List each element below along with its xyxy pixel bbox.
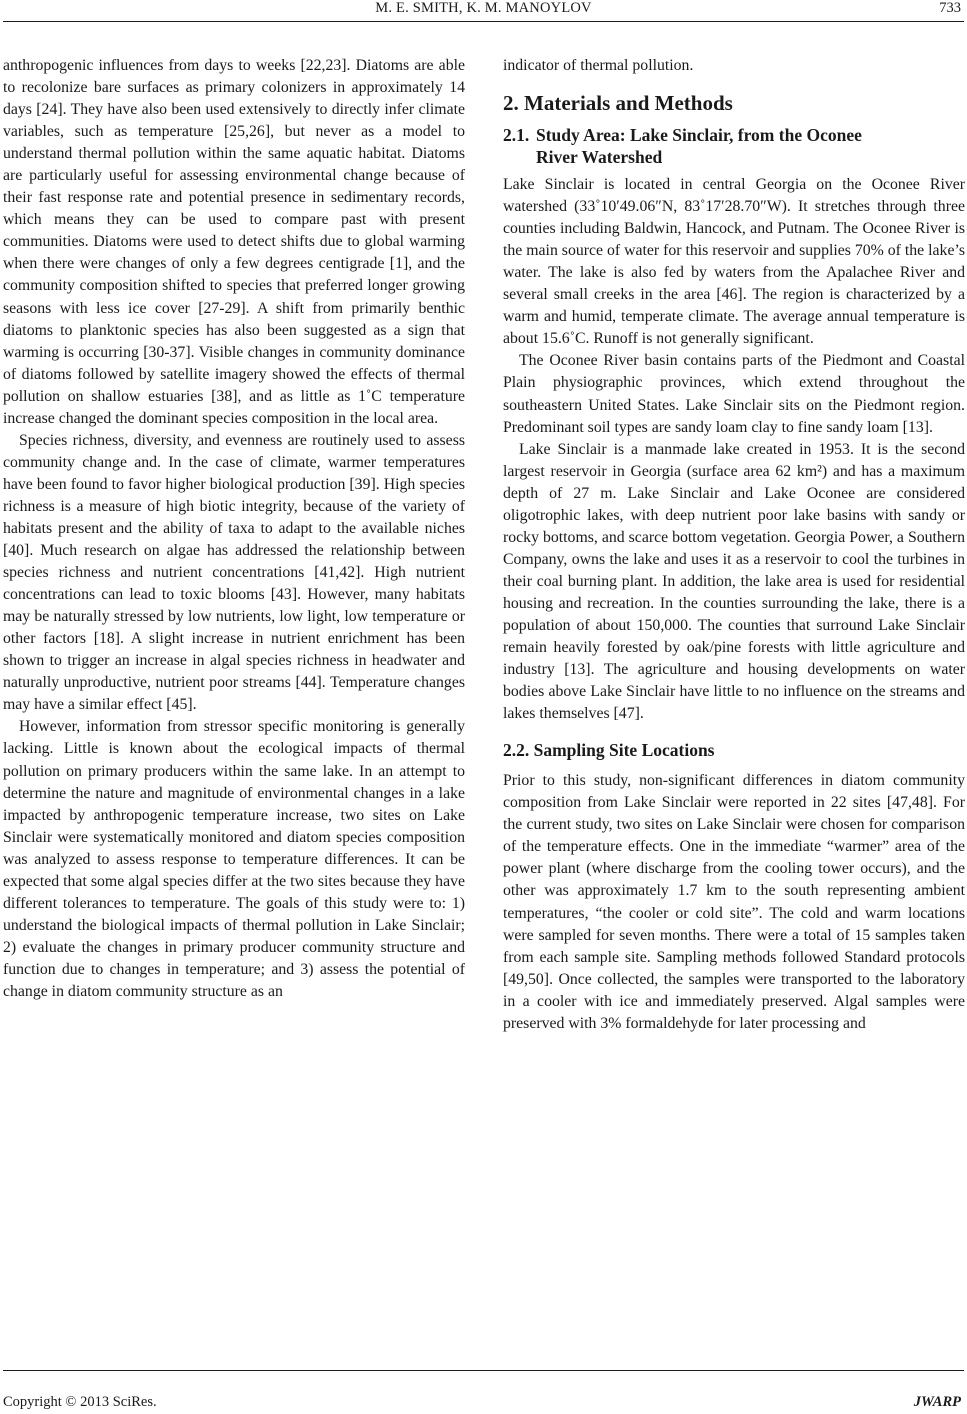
page-number: 733 xyxy=(939,0,961,16)
section-heading-materials-methods: 2. Materials and Methods xyxy=(503,91,733,116)
right-column xyxy=(503,55,965,1035)
journal-abbreviation: JWARP xyxy=(913,1394,961,1410)
running-title: M. E. SMITH, K. M. MANOYLOV xyxy=(375,0,592,16)
left-paragraph-2: Species richness, diversity, and evenness are routinely used to assess community change and. In the case of climate, warmer temperatures have been found to favor higher biological production [39]. High species richness is a measure of high biotic integrity, because of the variety of habitats present and the ability of taxa to adapt to the available niches [40]. Much research on algae has addressed the relationship between species richness and nutrient concentrations [41,42]. High nutrient concentrations can lead to toxic blooms [43]. However, many habitats may be naturally stressed by low nutrients, low light, low temperature or other factors [18]. A slight increase in nutrient enrichment has been shown to trigger an increase in algal species richness in headwater and naturally unproductive, nutrient poor streams [44]. Temperature changes may have a similar effect [45]. xyxy=(3,431,465,714)
left-paragraph-1: anthropogenic influences from days to weeks [22,23]. Diatoms are able to recolonize bare surfaces as primary colonizers in approximately 14 days [24]. They have also been used extensively to directly infer climate variables, such as temperature [25,26], but never as a model to understand thermal pollution within the same aquatic habitat. Diatoms are particularly useful for assessing environmental change because of their fast response rate and potential presence in sedimentary records, which means they can be used to compare past with present communities. Diatoms were used to detect shifts due to global warming when there were changes of only a few degrees centigrade [1], and the community composition shifted to species that preferred longer growing seasons with less ice cover [27-29]. A shift from primarily benthic diatoms to planktonic species has also been suggested as a sign that warming is occurring [30-37]. Visible changes in community dominance of diatoms followed by satellite imagery showed the effects of thermal pollution on shallow estuaries [38], and as little as 1˚C temperature increase changed the dominant species composition in the local area. xyxy=(3,57,465,427)
page-header xyxy=(0,0,967,30)
right-paragraph-4: Prior to this study, non-significant differences in diatom community composition from Lake Sinclair were reported in 22 sites [47,48]. For the current study, two sites on Lake Sinclair were chosen for comparison of the temperature effects. One in the immediate “warmer” area of the power plant (where discharge from the cooling tower occurs), and the other was approximately 1.7 km to the south representing ambient temperatures, “the cooler or cold site”. The cold and warm locations were sampled for seven months. There were a total of 15 samples taken from each sample site. Sampling methods followed Standard protocols [49,50]. Once collected, the samples were transported to the laboratory in a cooler with ice and immediately preserved. Algal samples were preserved with 3% formaldehyde for later processing and xyxy=(503,772,965,1032)
subsection-heading-sampling-sites: 2.2. Sampling Site Locations xyxy=(503,740,715,761)
left-column xyxy=(3,55,465,1003)
copyright-notice: Copyright © 2013 SciRes. xyxy=(3,1394,157,1410)
page-footer xyxy=(0,1370,967,1414)
right-paragraph-1: Lake Sinclair is located in central Georgia on the Oconee River watershed (33˚10′49.06″N, 83˚17′28.70″W). It stretches through three counties including Baldwin, Hancock, and Putnam. The Oconee River is the main source of water for this reservoir and supplies 70% of the lake’s water. The lake is also fed by waters from the Apalachee River and several small creeks in the area [46]. The region is characterized by a warm and humid, temperate climate. The average annual temperature is about 15.6˚C. Runoff is not generally significant. xyxy=(503,176,965,348)
right-paragraph-3: Lake Sinclair is a manmade lake created in 1953. It is the second largest reservoir in Georgia (surface area 62 km²) and has a maximum depth of 27 m. Lake Sinclair and Lake Oconee are considered oligotrophic lakes, with deep nutrient poor lake basins with sandy or rocky bottoms, and scarce bottom vegetation. Georgia Power, a Southern Company, owns the lake and uses it as a reservoir to cool the turbines in their coal burning plant. In addition, the lake area is used for residential housing and recreation. In the counties surrounding the lake, there is a population of about 150,000. The counties that surround Lake Sinclair remain heavily forested by oak/pine forests with little agriculture and industry [13]. The agriculture and housing developments on water bodies above Lake Sinclair have little to no influence on the streams and lakes themselves [47]. xyxy=(503,440,965,723)
subsection-number: 2.1. xyxy=(503,125,530,146)
right-paragraph-2: The Oconee River basin contains parts of the Piedmont and Coastal Plain physiographic provinces, which extend throughout the southeastern United States. Lake Sinclair sits on the Piedmont region. Predominant soil types are sandy loam clay to fine sandy loam [13]. xyxy=(503,352,965,436)
header-rule xyxy=(3,21,964,22)
subsection-heading-study-area xyxy=(503,124,965,168)
left-paragraph-3: However, information from stressor specific monitoring is generally lacking. Little is known about the ecological impacts of thermal pollution on primary producers within the same lake. In an attempt to determine the nature and magnitude of environmental changes in a lake impacted by anthropogenic temperature increase, two sites on Lake Sinclair were systematically monitored and diatom species composition was analyzed to assess response to temperature differences. It can be expected that some algal species differ at the two sites because they have different tolerances to temperature. The goals of this study were to: 1) understand the biological impacts of thermal pollution in Lake Sinclair; 2) evaluate the changes in primary producer community structure and function due to changes in temperature; and 3) assess the potential of change in diatom community structure as an xyxy=(3,718,465,1000)
right-paragraph-0: indicator of thermal pollution. xyxy=(503,57,694,74)
subsection-title-line-1: Study Area: Lake Sinclair, from the Oconee xyxy=(536,125,862,146)
footer-rule xyxy=(3,1370,964,1371)
subsection-title-line-2: River Watershed xyxy=(536,147,663,168)
